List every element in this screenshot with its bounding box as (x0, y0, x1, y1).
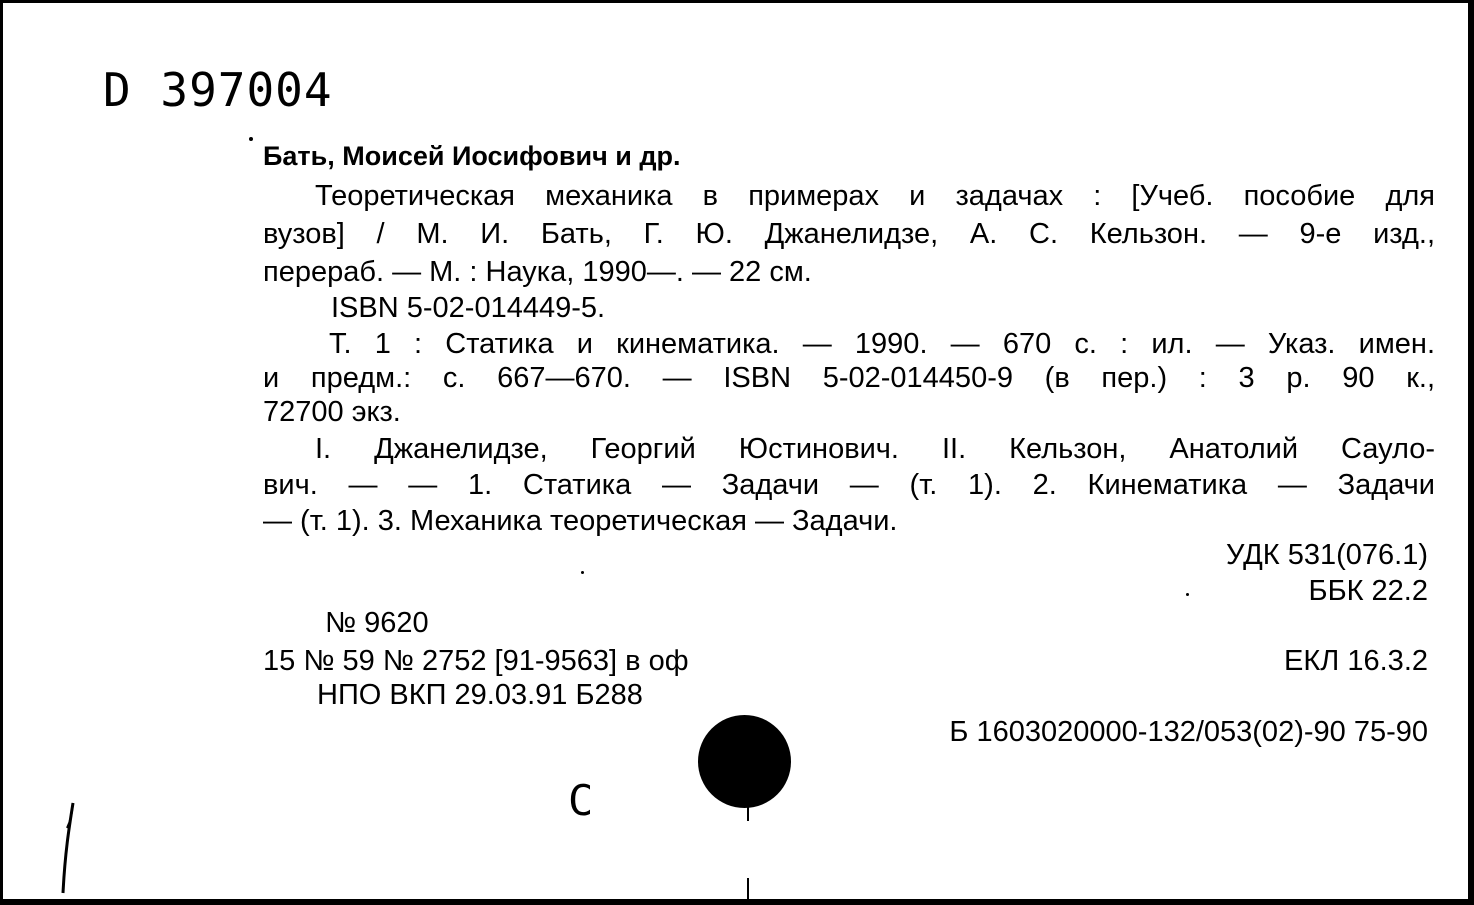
handwritten-catalog-number: D 397004 (103, 63, 333, 117)
ekl-code: ЕКЛ 16.3.2 (1284, 645, 1428, 677)
description-line: перераб. — М. : Наука, 1990—. — 22 см. (263, 256, 812, 288)
punch-hole-tick (747, 803, 749, 821)
volume-line: и предм.: с. 667—670. — ISBN 5-02-014450-9 (в пер.) : 3 р. 90 к., (263, 362, 1435, 394)
tracing-line: — (т. 1). 3. Механика теоретическая — Задачи. (263, 505, 898, 537)
punch-hole (698, 715, 791, 808)
tracing-line: I. Джанелидзе, Георгий Юстинович. II. Кельзон, Анатолий Сауло- (315, 433, 1435, 465)
udk-code: УДК 531(076.1) (1226, 539, 1428, 571)
description-line: Теоретическая механика в примерах и задачах : [Учеб. пособие для (315, 180, 1435, 212)
catalog-code: Б 1603020000-132/053(02)-90 75-90 (949, 716, 1428, 748)
speck-mark (581, 571, 584, 574)
speck-mark (1186, 593, 1189, 596)
npo-line: НПО ВКП 29.03.91 Б288 (317, 679, 643, 711)
author-heading: Бать, Моисей Иосифович и др. (263, 141, 681, 171)
volume-line: 72700 экз. (263, 396, 401, 428)
print-info: 15 № 59 № 2752 [91-9563] в оф (263, 645, 689, 677)
isbn-general: ISBN 5-02-014449-5. (331, 292, 606, 324)
bbk-code: ББК 22.2 (1308, 575, 1428, 607)
handwritten-letter: С (568, 776, 594, 825)
volume-line: Т. 1 : Статика и кинематика. — 1990. — 670 с. : ил. — Указ. имен. (329, 328, 1435, 360)
pencil-mark-icon (55, 798, 85, 898)
bottom-tick-mark (747, 878, 749, 900)
speck-mark (249, 137, 253, 141)
order-number: № 9620 (325, 607, 429, 639)
tracing-line: вич. — — 1. Статика — Задачи — (т. 1). 2. Кинематика — Задачи (263, 469, 1435, 501)
description-line: вузов] / М. И. Бать, Г. Ю. Джанелидзе, А. С. Кельзон. — 9-е изд., (263, 218, 1435, 250)
